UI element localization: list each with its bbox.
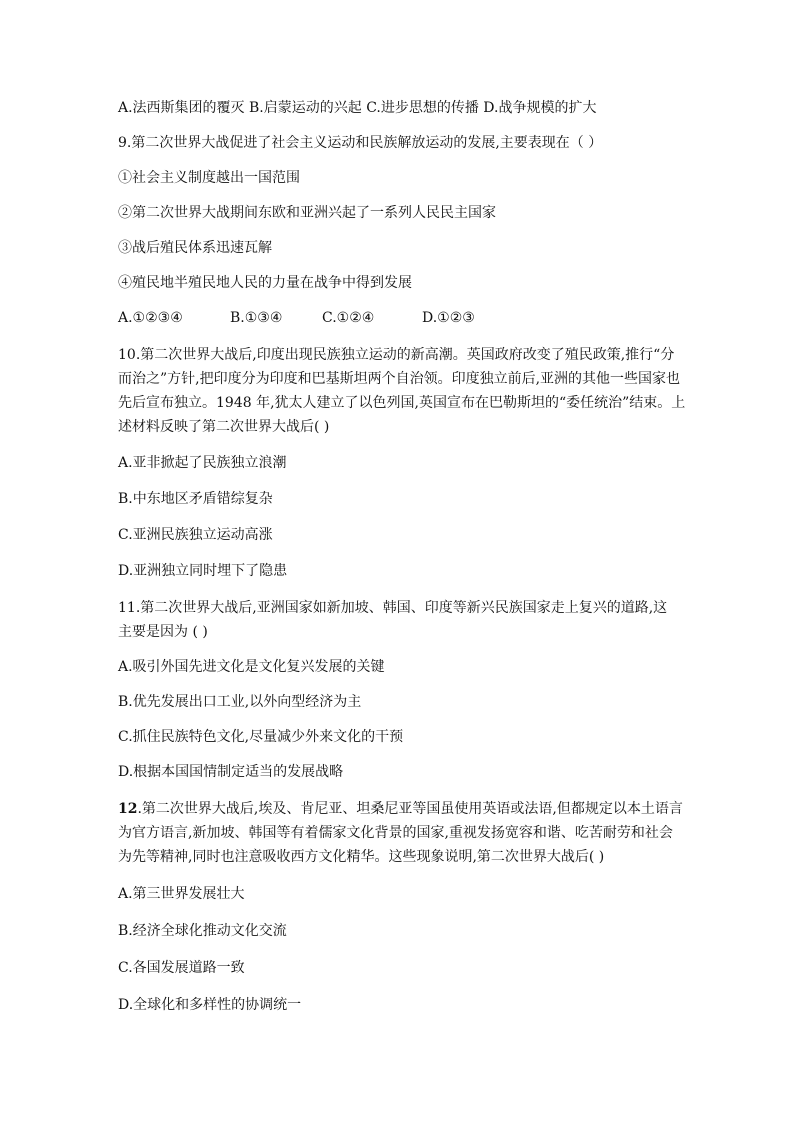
q12-stem-line [118,797,683,821]
q9-option-a: A.①②③④ [118,310,183,326]
q11-option-b: B.优先发展出口工业,以外向型经济为主 [118,694,362,710]
q9-item-3: ③战后殖民体系迅速瓦解 [118,240,272,256]
q10-option-d: D.亚洲独立同时埋下了隐患 [118,563,288,579]
q9-stem: 9.第二次世界大战促进了社会主义运动和民族解放运动的发展,主要表现在（ ） [118,135,603,151]
q11-option-d: D.根据本国国情制定适当的发展战略 [118,764,344,780]
q9-item-4: ④殖民地半殖民地人民的力量在战争中得到发展 [118,275,412,291]
q8-options: A.法西斯集团的覆灭 B.启蒙运动的兴起 C.进步思想的传播 D.战争规模的扩大 [118,100,597,116]
q11-stem-line: 主要是因为 ( ) [118,624,208,640]
q10-stem-line: 先后宣布独立。1948 年,犹太人建立了以色列国,英国宣布在巴勒斯坦的“委任统治”结束。上 [118,395,686,411]
q9-options [118,306,678,330]
q12-option-d: D.全球化和多样性的协调统一 [118,997,302,1013]
q11-stem [118,596,678,644]
q12-stem [118,797,683,869]
q11-option-c: C.抓住民族特色文化,尽量减少外来文化的干预 [118,729,404,745]
q10-stem [118,343,686,439]
q10-stem-line: 而治之”方针,把印度分为印度和巴基斯坦两个自治领。印度独立前后,亚洲的其他一些国家也 [118,371,681,387]
q10-option-c: C.亚洲民族独立运动高涨 [118,527,273,543]
q12-number: 12 [118,801,138,817]
q12-stem-line: 为官方语言,新加坡、韩国等有着儒家文化背景的国家,重视发扬宽容和谐、吃苦耐劳和社会 [118,825,673,841]
exam-page [118,96,686,1017]
q12-stem-line: 为先等精神,同时也注意吸收西方文化精华。这些现象说明,第二次世界大战后( ) [118,849,605,865]
q11-stem-line: 11.第二次世界大战后,亚洲国家如新加坡、韩国、印度等新兴民族国家走上复兴的道路,这 [118,600,668,616]
q10-option-b: B.中东地区矛盾错综复杂 [118,491,273,507]
q9-option-b: B.①③④ [230,310,283,326]
q12-option-b: B.经济全球化推动文化交流 [118,923,287,939]
q12-option-a: A.第三世界发展壮大 [118,886,245,902]
q9-option-d: D.①②③ [422,310,475,326]
q11-option-a: A.吸引外国先进文化是文化复兴发展的关键 [118,659,385,675]
q9-item-1: ①社会主义制度越出一国范围 [118,170,300,186]
q9-item-2: ②第二次世界大战期间东欧和亚洲兴起了一系列人民民主国家 [118,205,496,221]
q10-option-a: A.亚非掀起了民族独立浪潮 [118,455,287,471]
q12-option-c: C.各国发展道路一致 [118,960,245,976]
q10-stem-line: 10.第二次世界大战后,印度出现民族独立运动的新高潮。英国政府改变了殖民政策,推行“分 [118,347,675,363]
q9-option-c: C.①②④ [322,310,375,326]
q12-stem-text: .第二次世界大战后,埃及、肯尼亚、坦桑尼亚等国虽使用英语或法语,但都规定以本土语言 [137,801,683,817]
q10-stem-line: 述材料反映了第二次世界大战后( ) [118,419,330,435]
